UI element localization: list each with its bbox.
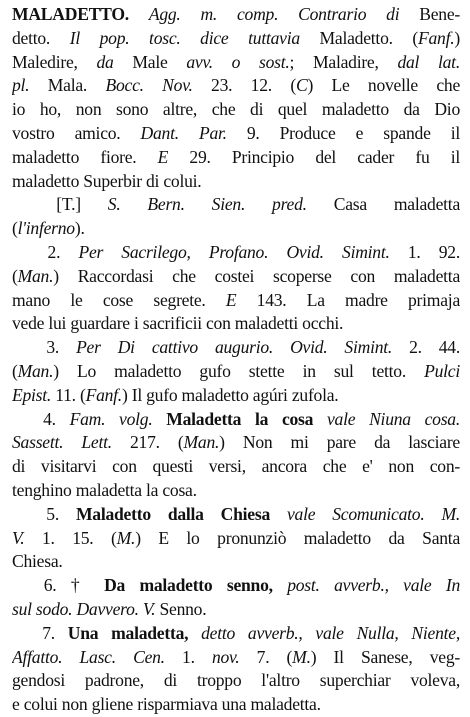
body-text: 143. La madre primaja: [256, 289, 460, 310]
italic-text: Per Sacrilego, Profano. Ovid. Simint.: [78, 241, 408, 262]
italic-text: pl.: [12, 75, 48, 96]
body-text: ) Lo maladetto gufo stette in sul tetto.: [53, 360, 425, 381]
italic-text: C: [295, 75, 308, 96]
body-text: (: [12, 360, 18, 381]
text-line: [12, 503, 460, 527]
body-text: Casa maladetta: [333, 194, 460, 215]
body-text: gendosi padrone, di troppo l'altro superchiar voleva,: [12, 670, 460, 691]
body-text: ) Il gufo maladetto agúri zufola.: [121, 384, 339, 405]
body-text: 217. (: [130, 432, 184, 453]
text-line: [12, 693, 460, 717]
text-line: [12, 479, 460, 503]
headword-text: MALADETTO.: [12, 4, 149, 24]
italic-text: E: [157, 146, 190, 167]
body-text: 1. 15. (: [41, 527, 117, 548]
body-text: 3.: [12, 337, 77, 358]
italic-text: da: [96, 51, 133, 72]
text-line: [12, 646, 460, 670]
italic-text: Man.: [183, 432, 220, 453]
body-text: 11. (: [55, 384, 86, 405]
body-text: 5.: [12, 503, 76, 524]
italic-text: sul sodo. Davvero. V.: [12, 598, 160, 619]
italic-text: avv. o sost.: [186, 51, 290, 72]
italic-text: Pulci: [424, 360, 460, 381]
text-line: [12, 122, 460, 146]
body-text: Maledire,: [12, 51, 97, 72]
body-text: 29. Principio del cader fu il: [189, 146, 460, 167]
body-text: vede lui guardare i sacrificii con maladetti occhi.: [12, 313, 344, 334]
body-text: ; Maladire,: [289, 51, 398, 72]
text-line: [12, 51, 460, 75]
body-text: (: [12, 218, 18, 239]
text-line: [12, 574, 460, 598]
text-line: [12, 384, 460, 408]
text-line: [12, 598, 460, 622]
body-text: di visitarvi con questi versi, ancora che e' non con-: [12, 456, 460, 477]
italic-text: S. Bern. Sien. pred.: [107, 194, 334, 215]
body-text: maladetto fiore.: [12, 146, 158, 167]
italic-text: dal lat.: [397, 51, 460, 72]
italic-text: Fam. volg.: [69, 408, 167, 429]
body-text: 2.: [12, 241, 79, 262]
italic-text: detto avverb., vale Nulla, Niente,: [201, 622, 460, 643]
body-text: (: [12, 265, 18, 286]
text-line: [12, 265, 460, 289]
italic-text: Man.: [17, 265, 54, 286]
italic-text: vale Niuna cosa.: [326, 408, 460, 429]
italic-text: Fanf.: [418, 27, 455, 48]
body-text: io ho, non sono altre, che di quel maladetto da Dio: [12, 99, 460, 120]
body-text: Male: [132, 51, 187, 72]
text-line: [12, 431, 460, 455]
body-text: mano le cose segrete.: [12, 289, 226, 310]
body-text: e colui non gliene risparmiava una maladetta.: [12, 694, 321, 715]
italic-text: Bocc. Nov.: [105, 75, 212, 96]
italic-text: Per Di cattivo augurio. Ovid. Simint.: [76, 337, 410, 358]
italic-text: Epist.: [12, 384, 56, 405]
body-text: Maladetto. (: [319, 27, 419, 48]
body-text: 1. 92.: [407, 241, 460, 262]
text-line: [12, 622, 460, 646]
body-text: 23. 12. (: [211, 75, 296, 96]
italic-text: Agg. m. comp. Contrario di: [148, 4, 420, 24]
italic-text: post. avverb., vale In: [287, 575, 460, 596]
text-line: [12, 74, 460, 98]
italic-text: Dant. Par.: [140, 122, 247, 143]
body-text: ) Il Sanese, veg-: [310, 646, 460, 667]
text-line: [12, 550, 460, 574]
body-text: 9. Produce e spande il: [246, 122, 460, 143]
italic-text: Sassett. Lett.: [12, 432, 130, 453]
italic-text: E: [225, 289, 257, 310]
italic-text: Man.: [17, 360, 54, 381]
body-text: 2. 44.: [409, 337, 460, 358]
body-text: 7.: [12, 622, 68, 643]
text-line: [12, 146, 460, 170]
body-text: ) Raccordasi che costei scoperse con maladetta: [53, 265, 460, 286]
headword-text: Una maladetta,: [67, 622, 202, 643]
italic-text: vale Scomunicato. M.: [286, 503, 460, 524]
body-text: tenghino maladetta la cosa.: [12, 479, 197, 500]
body-text: 4.: [12, 408, 70, 429]
body-text: Bene-: [419, 4, 460, 24]
text-line: [12, 455, 460, 479]
italic-text: Il pop. tosc. dice tuttavia: [69, 27, 320, 48]
body-text: ): [454, 27, 460, 48]
headword-text: Da maladetto senno,: [104, 575, 288, 596]
text-line: [12, 289, 460, 313]
text-line: [12, 360, 460, 384]
text-line: [12, 170, 460, 194]
text-line: [12, 241, 460, 265]
text-line: [12, 336, 460, 360]
body-text: detto.: [12, 27, 70, 48]
body-text: [T.]: [12, 194, 108, 215]
italic-text: nov.: [211, 646, 257, 667]
text-line: [12, 98, 460, 122]
text-line: [12, 217, 460, 241]
headword-text: Maladetta la cosa: [166, 408, 327, 429]
text-line: [12, 527, 460, 551]
text-line: [12, 3, 460, 27]
body-text: ).: [74, 218, 85, 239]
body-text: 7. (: [256, 646, 293, 667]
text-line: [12, 193, 460, 217]
body-text: maladetto Superbir di colui.: [12, 170, 202, 191]
body-text: 1.: [182, 646, 212, 667]
body-text: Mala.: [47, 75, 106, 96]
body-text: ) E lo pronunziò maladetto da Santa: [135, 527, 460, 548]
italic-text: Affatto. Lasc. Cen.: [12, 646, 183, 667]
body-text: 6. †: [12, 575, 105, 596]
italic-text: V.: [12, 527, 42, 548]
text-line: [12, 669, 460, 693]
italic-text: M.: [292, 646, 311, 667]
italic-text: Fanf.: [85, 384, 122, 405]
italic-text: l'inferno: [17, 218, 75, 239]
headword-text: Maladetto dalla Chiesa: [75, 503, 287, 524]
body-text: ) Non mi pare da lasciare: [219, 432, 460, 453]
body-text: Chiesa.: [12, 551, 63, 572]
body-text: ) Le novelle che: [307, 75, 460, 96]
body-text: Senno.: [159, 598, 207, 619]
text-line: [12, 312, 460, 336]
text-line: [12, 408, 460, 432]
body-text: vostro amico.: [12, 122, 141, 143]
italic-text: M.: [116, 527, 136, 548]
text-line: [12, 27, 460, 51]
